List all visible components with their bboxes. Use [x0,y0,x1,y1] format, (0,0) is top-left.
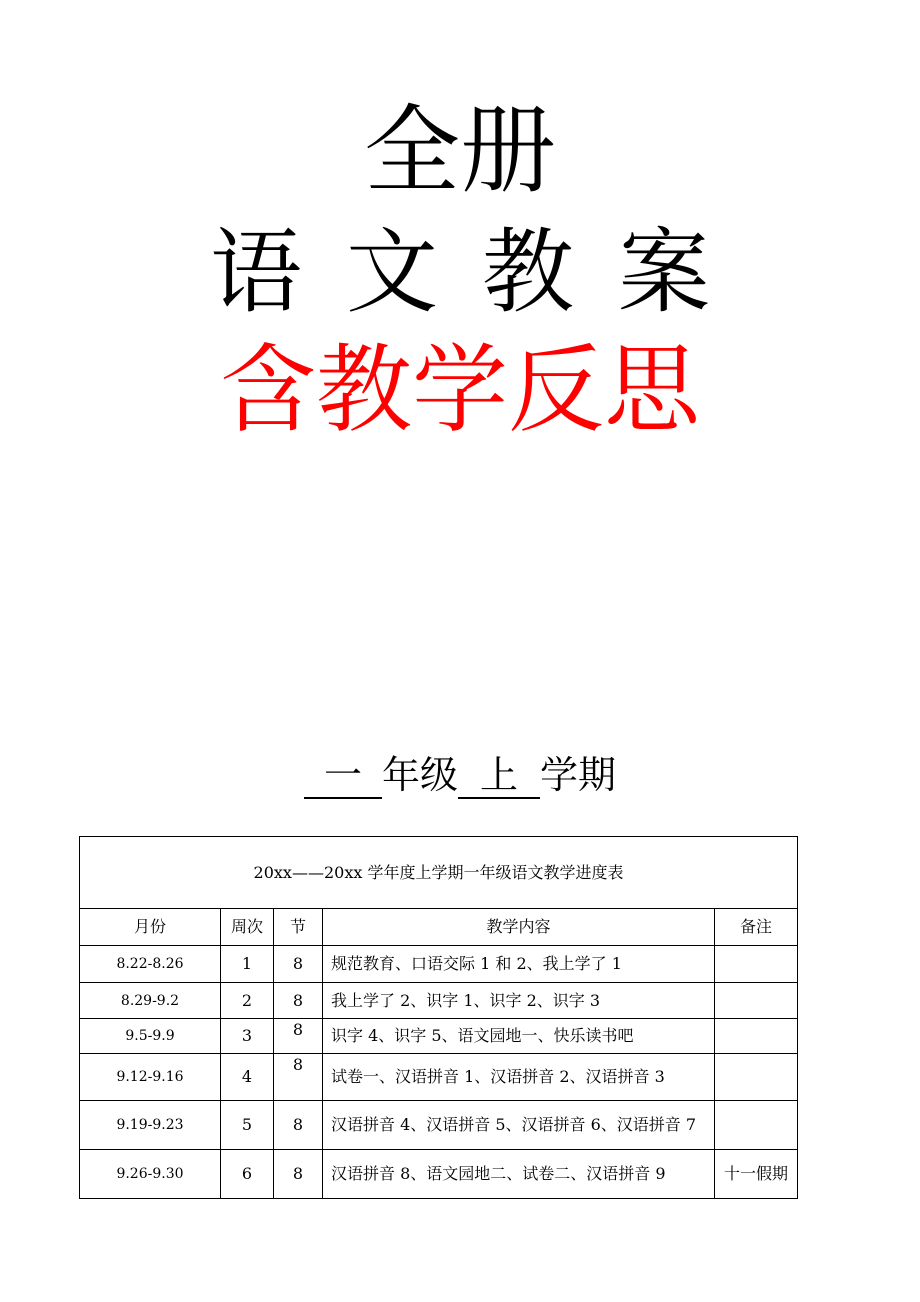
cell-section: 8 [274,946,323,983]
cover-subtitle: 含教学反思 [220,334,700,446]
cell-remark [715,1019,798,1054]
term-value: 上 [458,753,540,799]
cell-month: 9.26-9.30 [80,1150,221,1199]
cell-month: 9.12-9.16 [80,1054,221,1101]
header-content: 教学内容 [323,909,715,946]
cell-month: 8.22-8.26 [80,946,221,983]
cell-month: 8.29-9.2 [80,983,221,1019]
cell-remark: 十一假期 [715,1150,798,1199]
table-header-row [80,909,798,946]
header-section: 节 [274,909,323,946]
grade-term-line [0,750,920,800]
table-row [80,1019,798,1054]
cell-content: 汉语拼音 4、汉语拼音 5、汉语拼音 6、汉语拼音 7 [323,1101,715,1150]
cell-month: 9.5-9.9 [80,1019,221,1054]
table-caption-row [80,837,798,909]
header-remark: 备注 [715,909,798,946]
header-month: 月份 [80,909,221,946]
table-row [80,1054,798,1101]
cell-remark [715,1054,798,1101]
grade-value: 一 [304,753,382,799]
table-row [80,983,798,1019]
cover-title-line1: 全册 [364,95,556,207]
cell-week: 1 [221,946,274,983]
cell-month: 9.19-9.23 [80,1101,221,1150]
grade-suffix: 年级 [381,753,458,797]
cell-section: 8 [274,983,323,1019]
cell-section: 8 [274,1019,323,1054]
cell-week: 3 [221,1019,274,1054]
cover-title-char: 文 [345,219,438,326]
cell-content: 我上学了 2、识字 1、识字 2、识字 3 [323,983,715,1019]
cell-content: 识字 4、识字 5、语文园地一、快乐读书吧 [323,1019,715,1054]
table-caption: 20xx——20xx 学年度上学期一年级语文教学进度表 [80,837,798,909]
cell-week: 2 [221,983,274,1019]
cell-section: 8 [274,1054,323,1101]
table-row [80,1150,798,1199]
cell-content: 汉语拼音 8、语文园地二、试卷二、汉语拼音 9 [323,1150,715,1199]
cover-title-char: 教 [482,219,575,326]
schedule-table [79,836,798,1199]
cover-title-char: 案 [618,219,711,326]
cell-section: 8 [274,1150,323,1199]
table-row [80,946,798,983]
header-week: 周次 [221,909,274,946]
cell-week: 4 [221,1054,274,1101]
cell-content: 试卷一、汉语拼音 1、汉语拼音 2、汉语拼音 3 [323,1054,715,1101]
cover-title-line2 [0,218,920,328]
cover-title-char: 语 [209,219,302,326]
term-suffix: 学期 [540,753,617,797]
cell-section: 8 [274,1101,323,1150]
cell-content: 规范教育、口语交际 1 和 2、我上学了 1 [323,946,715,983]
cell-remark [715,1101,798,1150]
cell-week: 5 [221,1101,274,1150]
cell-remark [715,983,798,1019]
cell-week: 6 [221,1150,274,1199]
table-row [80,1101,798,1150]
cell-remark [715,946,798,983]
